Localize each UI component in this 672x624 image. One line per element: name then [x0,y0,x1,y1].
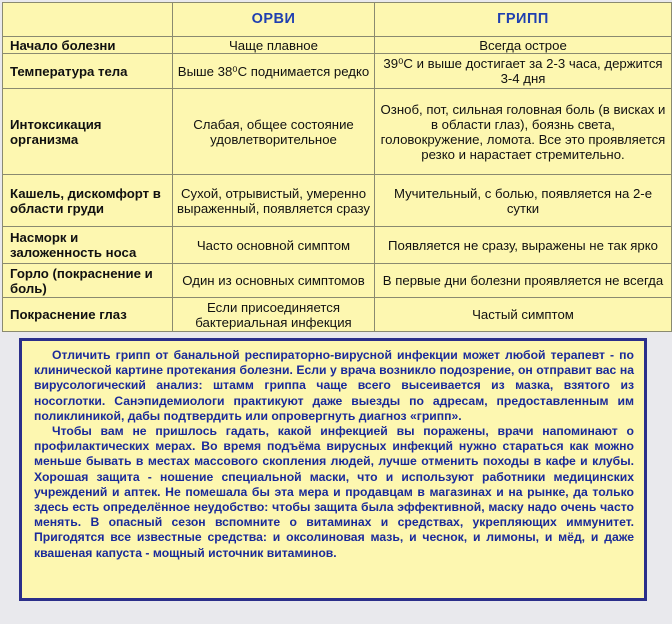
flu-cell: 39⁰С и выше достигает за 2-3 часа, держится 3-4 дня [375,54,672,89]
row-label: Горло (покраснение и боль) [3,264,173,298]
header-orvi: ОРВИ [173,3,375,37]
flu-cell: В первые дни болезни проявляется не всегда [375,264,672,298]
table-row [3,89,672,175]
row-label: Начало болезни [3,37,173,54]
orvi-cell: Выше 38⁰С поднимается редко [173,54,375,89]
row-label: Температура тела [3,54,173,89]
flu-cell: Всегда острое [375,37,672,54]
flu-cell: Озноб, пот, сильная головная боль (в висках и в области глаз), боязнь света, головокружение, ломота. Все это проявляется резко и нарастает стремительно. [375,89,672,175]
info-note-box [19,338,647,601]
flu-cell: Мучительный, с болью, появляется на 2-е сутки [375,175,672,227]
table-row [3,264,672,298]
orvi-cell: Сухой, отрывистый, умеренно выраженный, появляется сразу [173,175,375,227]
orvi-cell: Один из основных симптомов [173,264,375,298]
header-corner [3,3,173,37]
comparison-table [2,2,672,332]
note-paragraph: Отличить грипп от банальной респираторно-вирусной инфекции может любой терапевт - по клинической картине протекания болезни. Если у врача возникло подозрение, он отправит вас на вирусологический анализ: штамм гриппа чаще всего высеивается из мазка, взятого из носоглотки. Санэпидемиологи практикуют даже выезды по адресам, предоставленным им поликлиникой, дабы подтвердить или опровергнуть диагноз «грипп». [34,348,634,423]
row-label: Интоксикация организма [3,89,173,175]
table-row [3,37,672,54]
header-flu: ГРИПП [375,3,672,37]
orvi-cell: Слабая, общее состояние удовлетворительное [173,89,375,175]
flu-cell: Частый симптом [375,298,672,332]
table-row [3,298,672,332]
orvi-cell: Чаще плавное [173,37,375,54]
row-label: Покраснение глаз [3,298,173,332]
table-row [3,175,672,227]
row-label: Насморк и заложенность носа [3,227,173,264]
row-label: Кашель, дискомфорт в области груди [3,175,173,227]
orvi-cell: Если присоединяется бактериальная инфекция [173,298,375,332]
orvi-cell: Часто основной симптом [173,227,375,264]
table-row [3,54,672,89]
table-row [3,227,672,264]
table-header-row [3,3,672,37]
note-paragraph: Чтобы вам не пришлось гадать, какой инфекцией вы поражены, врачи напоминают о профилактических мерах. Во время подъёма вирусных инфекций нужно стараться как можно меньше бывать в местах массового скопления людей, лучше отменить походы в кафе и клубы. Хорошая защита - ношение специальной маски, что и используют работники медицинских учреждений и аптек. Не помешала бы эта мера и продавцам в магазинах и на рынке, да только здесь есть определённое неудобство: чтобы защита была эффективной, маску надо очень часто менять. В опасный сезон вспомните о витаминах и средствах, укрепляющих иммунитет. Пригодятся все известные средства: и оксолиновая мазь, и чеснок, и лимоны, и мёд, и даже квашеная капуста - мощный источник витаминов. [34,424,634,560]
flu-cell: Появляется не сразу, выражены не так ярко [375,227,672,264]
